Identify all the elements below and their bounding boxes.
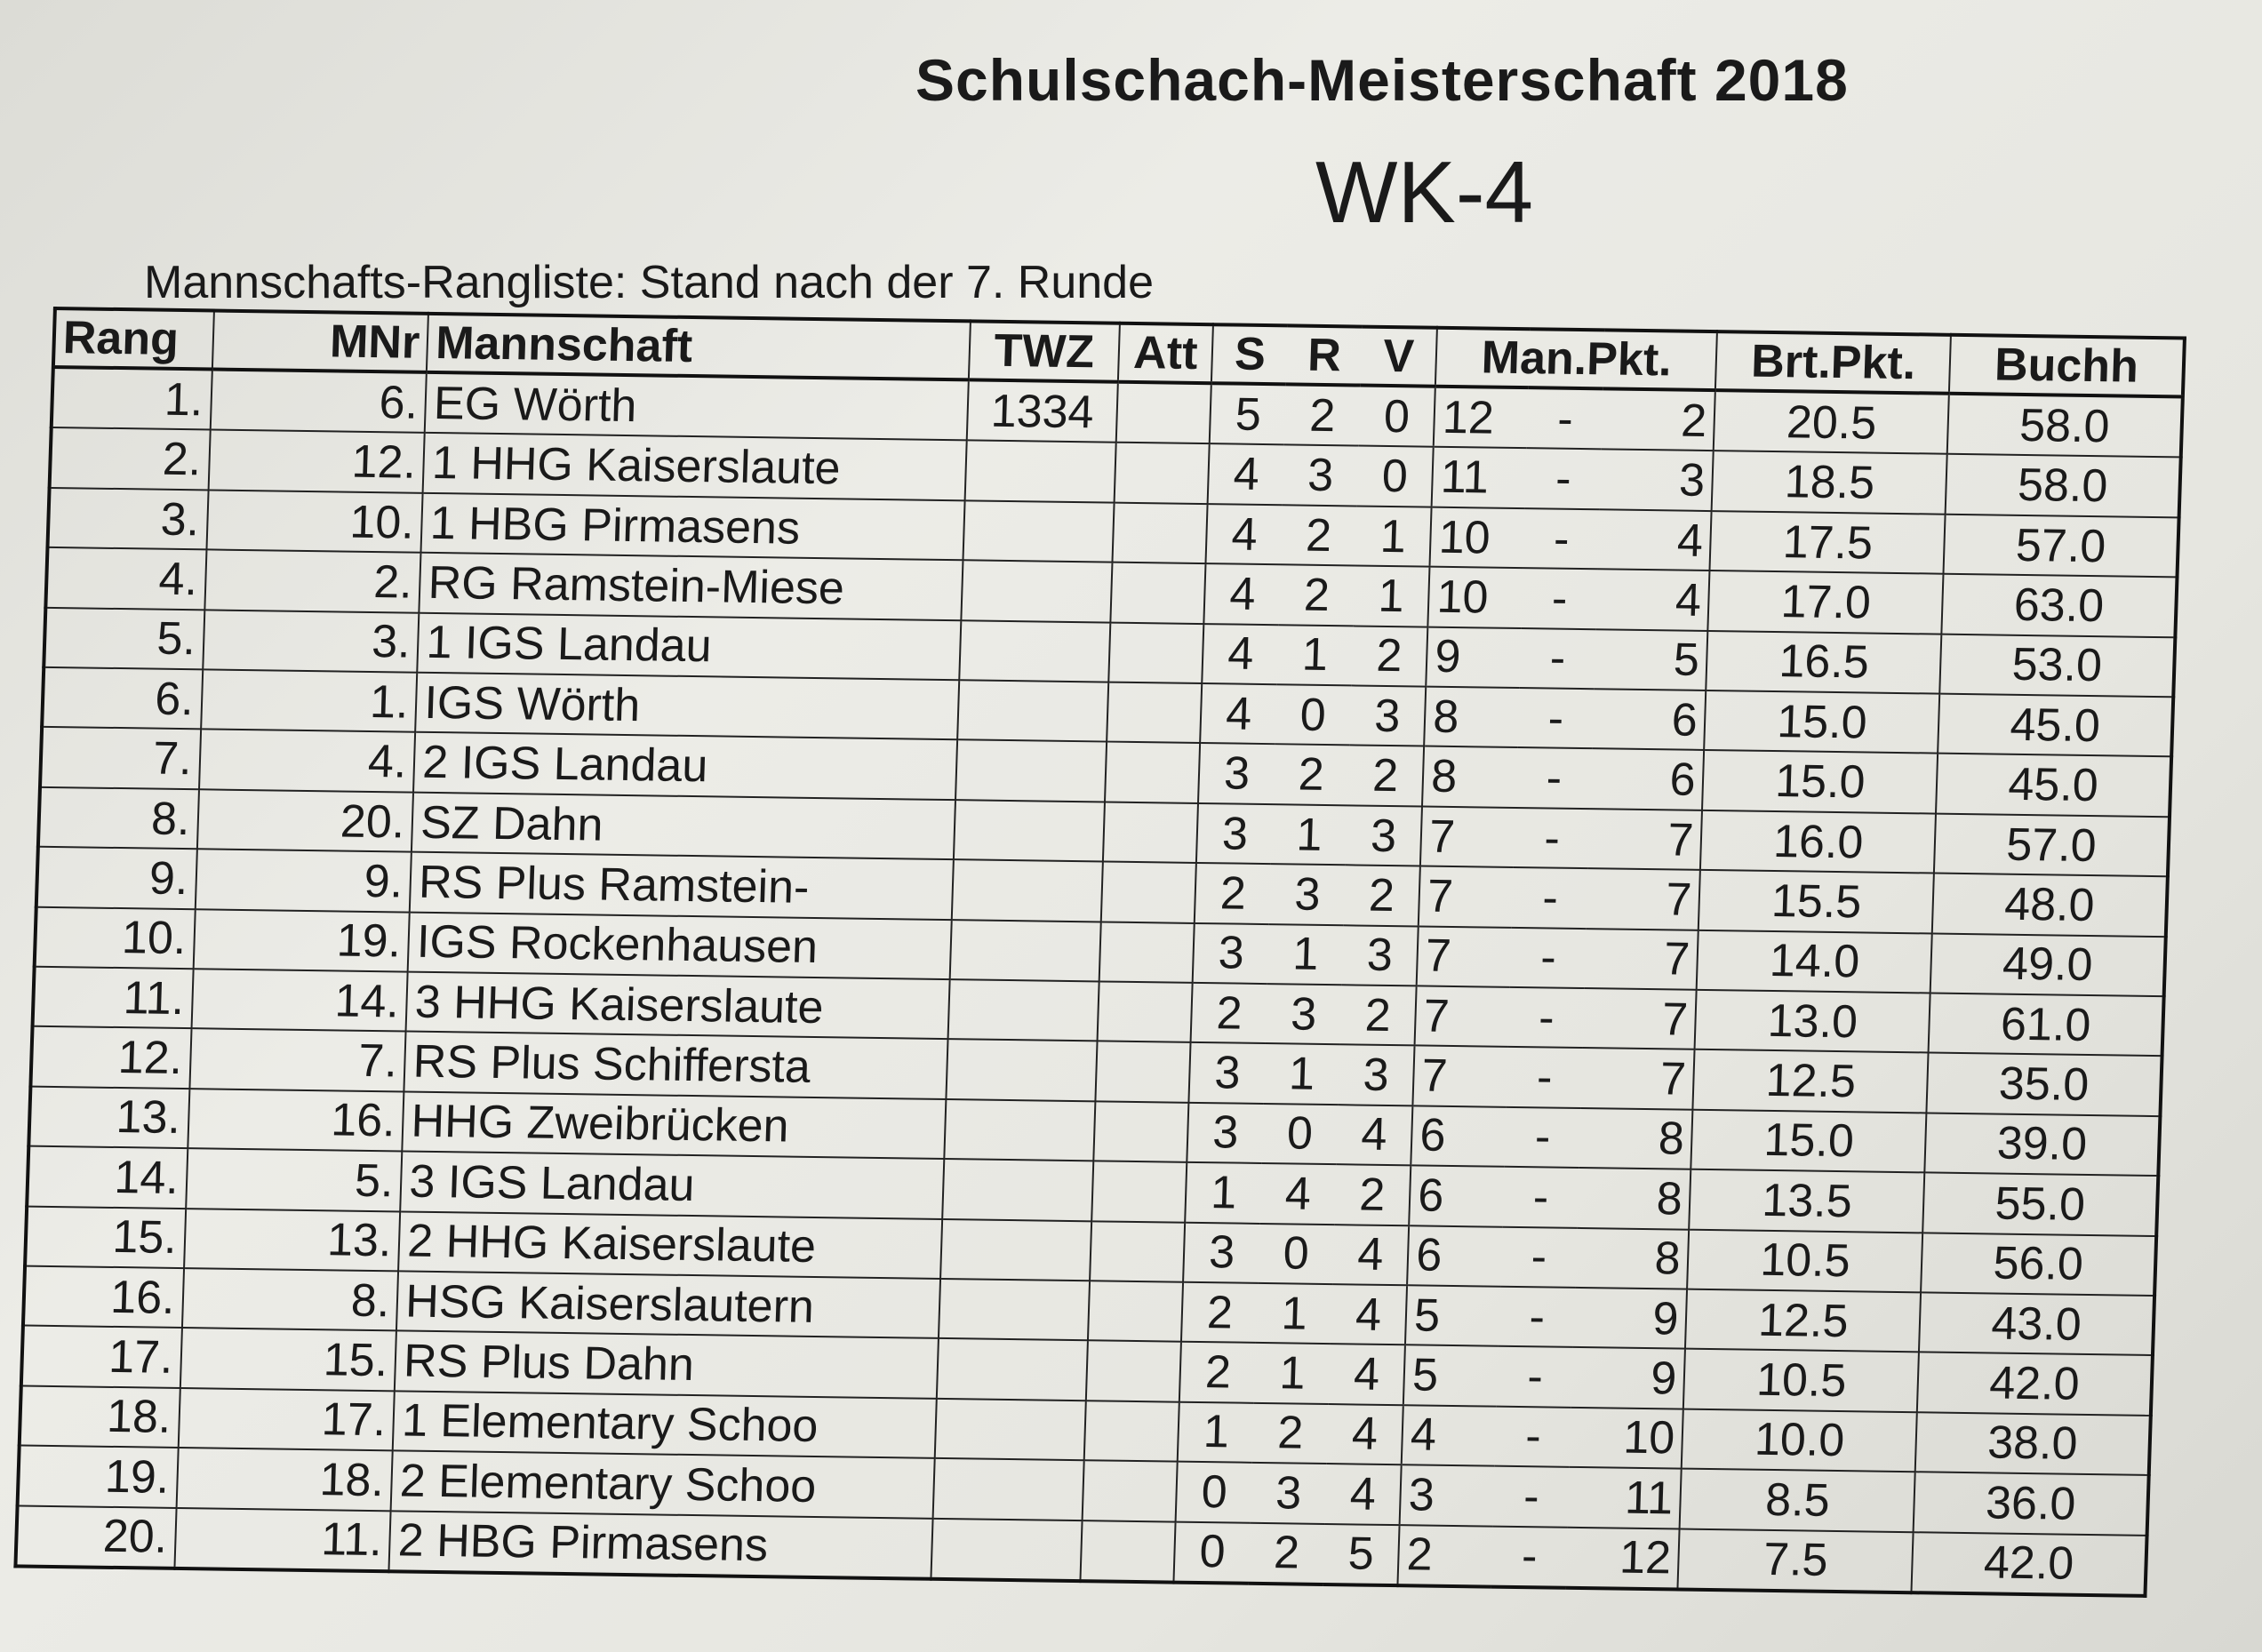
cell-s: 3 <box>1187 1103 1263 1164</box>
cell-mnr: 4. <box>199 730 416 793</box>
cell-r: 2 <box>1281 505 1357 566</box>
cell-s: 1 <box>1178 1401 1254 1463</box>
cell-mnr: 12. <box>208 430 425 493</box>
cell-mannschaft: RS Plus Schiffersta <box>404 1032 948 1099</box>
cell-brtpkt: 15.5 <box>1698 870 1934 933</box>
cell-v: 2 <box>1334 1164 1411 1225</box>
cell-manpkt-minus: 10 <box>1570 1408 1683 1469</box>
cell-rang: 17. <box>21 1326 182 1388</box>
cell-r: 1 <box>1267 924 1344 986</box>
cell-r: 2 <box>1249 1522 1325 1584</box>
cell-s: 3 <box>1188 1042 1265 1104</box>
cell-twz <box>932 1458 1083 1520</box>
cell-manpkt-plus: 6 <box>1407 1225 1502 1287</box>
cell-manpkt-minus: 4 <box>1596 570 1710 631</box>
cell-brtpkt: 10.0 <box>1682 1409 1917 1472</box>
cell-buchh: 35.0 <box>1927 1053 2162 1116</box>
cell-r: 1 <box>1256 1283 1332 1345</box>
table-caption: Mannschafts-Rangliste: Stand nach der 7. Runde <box>144 257 1155 308</box>
header-v: V <box>1361 327 1437 387</box>
cell-mannschaft: 2 IGS Landau <box>413 732 957 800</box>
cell-manpkt-minus: 6 <box>1590 749 1704 810</box>
cell-manpkt-plus: 6 <box>1409 1165 1504 1226</box>
cell-att <box>1101 862 1196 923</box>
cell-mnr: 13. <box>184 1209 401 1272</box>
cell-r: 0 <box>1261 1104 1338 1165</box>
cell-manpkt-plus: 3 <box>1400 1464 1495 1526</box>
cell-manpkt-minus: 6 <box>1592 689 1706 750</box>
cell-manpkt-plus: 10 <box>1430 507 1525 569</box>
cell-s: 4 <box>1208 444 1284 506</box>
cell-r: 1 <box>1276 625 1353 686</box>
cell-manpkt-plus: 7 <box>1415 986 1510 1047</box>
header-mnr: MNr <box>212 311 429 372</box>
cell-twz <box>955 740 1107 802</box>
cell-mnr: 1. <box>201 669 418 732</box>
cell-rang: 6. <box>42 667 203 730</box>
cell-manpkt-separator: - <box>1500 1226 1577 1288</box>
cell-buchh: 42.0 <box>1912 1532 2147 1596</box>
cell-r: 2 <box>1252 1403 1329 1464</box>
cell-s: 3 <box>1183 1222 1259 1283</box>
cell-manpkt-separator: - <box>1522 568 1598 629</box>
cell-rang: 1. <box>52 367 212 430</box>
cell-mannschaft: 3 IGS Landau <box>401 1152 945 1219</box>
cell-manpkt-plus: 5 <box>1403 1345 1499 1407</box>
cell-buchh: 36.0 <box>1914 1472 2149 1535</box>
cell-manpkt-separator: - <box>1497 1346 1573 1408</box>
cell-mannschaft: 2 HHG Kaiserslaute <box>398 1211 942 1279</box>
cell-v: 1 <box>1354 566 1430 627</box>
cell-buchh: 61.0 <box>1929 993 2164 1056</box>
cell-manpkt-minus: 7 <box>1583 988 1697 1049</box>
cell-v: 1 <box>1355 506 1432 567</box>
cell-r: 3 <box>1266 984 1342 1045</box>
cell-manpkt-plus: 7 <box>1413 1046 1508 1107</box>
cell-r: 1 <box>1254 1343 1331 1404</box>
cell-twz <box>940 1219 1091 1281</box>
cell-buchh: 63.0 <box>1942 574 2178 637</box>
cell-manpkt-separator: - <box>1527 387 1603 450</box>
cell-twz <box>939 1279 1090 1341</box>
cell-twz <box>942 1159 1093 1221</box>
cell-mannschaft: HHG Zweibrücken <box>403 1091 947 1159</box>
cell-att <box>1105 742 1200 803</box>
cell-mannschaft: 1 HBG Pirmasens <box>421 493 965 561</box>
cell-mnr: 17. <box>178 1388 395 1451</box>
cell-brtpkt: 13.0 <box>1695 990 1930 1053</box>
header-manpkt: Man.Pkt. <box>1435 328 1717 390</box>
cell-brtpkt: 12.5 <box>1693 1049 1929 1113</box>
cell-rang: 7. <box>40 727 201 789</box>
cell-manpkt-separator: - <box>1505 1107 1581 1169</box>
cell-mannschaft: 1 Elementary Schoo <box>393 1391 937 1458</box>
cell-twz: 1334 <box>967 379 1118 443</box>
cell-manpkt-separator: - <box>1512 867 1588 929</box>
cell-buchh: 53.0 <box>1939 634 2175 697</box>
document-subtitle: WK-4 <box>1315 143 1533 241</box>
cell-brtpkt: 17.5 <box>1710 511 1946 574</box>
cell-s: 3 <box>1193 923 1269 985</box>
cell-buchh: 57.0 <box>1944 515 2179 578</box>
cell-buchh: 57.0 <box>1934 813 2170 876</box>
cell-manpkt-separator: - <box>1514 808 1590 869</box>
cell-buchh: 58.0 <box>1947 394 2183 458</box>
cell-manpkt-plus: 10 <box>1428 567 1523 628</box>
cell-rang: 3. <box>47 488 208 550</box>
cell-att <box>1116 382 1211 444</box>
cell-rang: 19. <box>18 1446 179 1508</box>
cell-r: 2 <box>1278 565 1355 626</box>
cell-manpkt-plus: 4 <box>1402 1405 1497 1466</box>
cell-att <box>1097 981 1192 1042</box>
cell-rang: 18. <box>20 1385 180 1448</box>
cell-rang: 9. <box>36 847 197 909</box>
cell-twz <box>952 859 1103 922</box>
cell-s: 4 <box>1202 624 1278 685</box>
cell-manpkt-plus: 7 <box>1419 866 1514 928</box>
cell-att <box>1091 1161 1187 1222</box>
cell-brtpkt: 8.5 <box>1680 1469 1915 1532</box>
cell-brtpkt: 20.5 <box>1714 390 1949 454</box>
cell-rang: 11. <box>33 967 194 1029</box>
header-twz: TWZ <box>969 321 1120 381</box>
cell-manpkt-separator: - <box>1499 1287 1575 1348</box>
cell-s: 1 <box>1185 1162 1261 1224</box>
cell-mannschaft: 1 HHG Kaiserslaute <box>423 433 967 500</box>
cell-s: 2 <box>1181 1282 1258 1344</box>
cell-v: 2 <box>1351 626 1427 687</box>
cell-manpkt-minus: 8 <box>1579 1108 1693 1169</box>
cell-mannschaft: IGS Wörth <box>415 673 959 740</box>
cell-s: 3 <box>1198 743 1275 804</box>
cell-brtpkt: 12.5 <box>1685 1289 1921 1353</box>
header-r: R <box>1286 325 1363 385</box>
cell-mannschaft: 2 Elementary Schoo <box>391 1450 935 1518</box>
cell-mannschaft: 3 HHG Kaiserslaute <box>406 972 950 1040</box>
cell-v: 4 <box>1331 1284 1407 1345</box>
cell-mnr: 20. <box>197 789 414 852</box>
cell-mnr: 2. <box>204 550 421 613</box>
cell-buchh: 38.0 <box>1915 1412 2151 1475</box>
cell-s: 2 <box>1179 1342 1256 1403</box>
cell-mnr: 8. <box>182 1268 399 1331</box>
cell-r: 0 <box>1258 1223 1334 1284</box>
cell-twz <box>954 800 1105 862</box>
cell-manpkt-plus: 11 <box>1432 447 1527 508</box>
cell-rang: 16. <box>23 1265 184 1328</box>
cell-att <box>1110 563 1205 624</box>
header-s: S <box>1211 324 1288 384</box>
cell-manpkt-minus: 8 <box>1575 1227 1689 1289</box>
cell-manpkt-minus: 2 <box>1602 388 1715 451</box>
cell-att <box>1108 622 1203 683</box>
cell-manpkt-minus: 5 <box>1595 629 1708 690</box>
cell-mannschaft: 1 IGS Landau <box>418 612 962 680</box>
cell-rang: 15. <box>25 1206 186 1268</box>
cell-mnr: 7. <box>189 1029 406 1092</box>
cell-brtpkt: 15.0 <box>1691 1110 1927 1173</box>
cell-r: 3 <box>1251 1463 1327 1524</box>
cell-v: 5 <box>1323 1523 1400 1585</box>
cell-r: 0 <box>1275 684 1351 746</box>
cell-brtpkt: 18.5 <box>1712 451 1947 515</box>
cell-buchh: 48.0 <box>1932 874 2168 937</box>
header-buchh: Buchh <box>1949 335 2185 397</box>
cell-brtpkt: 16.0 <box>1700 810 1936 874</box>
cell-brtpkt: 13.5 <box>1690 1169 1925 1233</box>
cell-twz <box>944 1099 1095 1161</box>
cell-v: 2 <box>1340 985 1417 1046</box>
cell-mnr: 6. <box>210 369 427 433</box>
cell-twz <box>946 1039 1097 1101</box>
cell-brtpkt: 17.0 <box>1708 571 1944 634</box>
cell-manpkt-separator: - <box>1493 1466 1570 1528</box>
document-title: Schulschach-Meisterschaft 2018 <box>915 47 1849 113</box>
cell-att <box>1099 922 1195 983</box>
cell-manpkt-separator: - <box>1502 1167 1579 1228</box>
cell-manpkt-minus: 9 <box>1571 1347 1685 1409</box>
cell-manpkt-plus: 2 <box>1398 1525 1493 1587</box>
cell-rang: 10. <box>35 906 196 969</box>
cell-v: 0 <box>1359 386 1435 448</box>
cell-s: 0 <box>1176 1462 1252 1523</box>
cell-manpkt-minus: 4 <box>1598 509 1712 571</box>
cell-att <box>1080 1520 1175 1583</box>
cell-att <box>1107 682 1202 744</box>
cell-rang: 14. <box>27 1146 188 1209</box>
cell-v: 2 <box>1347 746 1424 807</box>
cell-buchh: 56.0 <box>1921 1233 2156 1296</box>
cell-att <box>1090 1221 1185 1282</box>
cell-manpkt-separator: - <box>1507 1047 1583 1108</box>
cell-v: 4 <box>1332 1225 1409 1286</box>
cell-r: 3 <box>1283 445 1359 507</box>
cell-att <box>1095 1041 1190 1103</box>
cell-twz <box>957 680 1108 742</box>
cell-twz <box>935 1399 1086 1461</box>
cell-buchh: 45.0 <box>1938 694 2173 757</box>
cell-s: 4 <box>1206 504 1283 565</box>
cell-manpkt-separator: - <box>1517 688 1594 749</box>
cell-v: 0 <box>1357 446 1434 507</box>
cell-manpkt-minus: 11 <box>1568 1467 1682 1528</box>
cell-buchh: 39.0 <box>1924 1113 2160 1176</box>
header-brtpkt: Brt.Pkt. <box>1715 331 1951 394</box>
cell-r: 1 <box>1271 804 1347 866</box>
cell-att <box>1083 1460 1178 1521</box>
cell-v: 2 <box>1344 866 1420 927</box>
cell-mnr: 9. <box>195 849 412 912</box>
cell-twz <box>961 561 1112 623</box>
cell-manpkt-separator: - <box>1523 508 1600 570</box>
cell-s: 5 <box>1210 383 1286 445</box>
cell-r: 4 <box>1259 1163 1336 1225</box>
cell-r: 3 <box>1269 864 1346 925</box>
cell-brtpkt: 7.5 <box>1678 1528 1914 1592</box>
cell-buchh: 49.0 <box>1930 933 2166 996</box>
cell-v: 4 <box>1329 1344 1405 1405</box>
cell-twz <box>931 1518 1082 1581</box>
ranking-table <box>13 307 2186 1598</box>
cell-mnr: 18. <box>176 1448 393 1511</box>
cell-manpkt-separator: - <box>1510 928 1587 989</box>
cell-rang: 2. <box>50 427 211 490</box>
cell-mannschaft: EG Wörth <box>425 372 969 441</box>
cell-att <box>1103 802 1198 863</box>
cell-att <box>1084 1401 1179 1462</box>
cell-att <box>1115 443 1210 504</box>
cell-s: 0 <box>1173 1521 1250 1584</box>
cell-mnr: 5. <box>186 1148 403 1211</box>
cell-manpkt-separator: - <box>1491 1526 1568 1588</box>
cell-manpkt-separator: - <box>1495 1406 1571 1467</box>
cell-rang: 4. <box>45 547 206 610</box>
cell-mannschaft: 2 HBG Pirmasens <box>389 1511 933 1579</box>
cell-v: 3 <box>1342 925 1419 986</box>
cell-buchh: 43.0 <box>1919 1292 2154 1355</box>
cell-manpkt-plus: 7 <box>1417 926 1512 987</box>
cell-mannschaft: IGS Rockenhausen <box>408 912 952 979</box>
cell-buchh: 42.0 <box>1917 1353 2153 1416</box>
cell-mannschaft: RG Ramstein-Miese <box>420 553 963 620</box>
cell-brtpkt: 14.0 <box>1697 930 1932 993</box>
cell-manpkt-plus: 8 <box>1424 687 1519 748</box>
cell-rang: 8. <box>38 787 199 850</box>
cell-rang: 20. <box>15 1505 176 1568</box>
cell-v: 4 <box>1327 1404 1403 1465</box>
cell-mnr: 10. <box>206 490 423 553</box>
cell-brtpkt: 15.0 <box>1705 690 1940 754</box>
cell-manpkt-minus: 9 <box>1573 1288 1687 1349</box>
table-body <box>15 367 2182 1596</box>
cell-mnr: 15. <box>180 1328 396 1391</box>
cell-v: 4 <box>1336 1105 1412 1166</box>
cell-s: 2 <box>1195 863 1271 924</box>
header-mannschaft: Mannschaft <box>427 314 971 379</box>
cell-twz <box>963 500 1114 563</box>
cell-manpkt-separator: - <box>1520 628 1596 690</box>
ranking-table-wrapper <box>13 307 2186 1598</box>
cell-manpkt-plus: 9 <box>1426 626 1521 688</box>
cell-manpkt-minus: 7 <box>1587 868 1700 930</box>
cell-mnr: 11. <box>174 1507 391 1571</box>
cell-twz <box>959 620 1110 682</box>
cell-mannschaft: RS Plus Dahn <box>395 1331 939 1399</box>
cell-r: 2 <box>1273 745 1349 806</box>
cell-s: 2 <box>1191 983 1267 1044</box>
cell-mnr: 14. <box>191 969 408 1032</box>
cell-brtpkt: 10.5 <box>1688 1229 1923 1292</box>
cell-manpkt-plus: 8 <box>1422 746 1517 808</box>
cell-v: 3 <box>1349 685 1426 746</box>
cell-mannschaft: HSG Kaiserslautern <box>396 1271 940 1338</box>
cell-manpkt-minus: 8 <box>1578 1168 1691 1229</box>
cell-rang: 5. <box>44 608 204 670</box>
cell-mnr: 16. <box>188 1089 404 1152</box>
cell-manpkt-plus: 7 <box>1420 806 1515 867</box>
cell-rang: 13. <box>28 1086 189 1148</box>
cell-brtpkt: 10.5 <box>1683 1349 1919 1412</box>
header-rang: Rang <box>53 308 214 369</box>
cell-manpkt-minus: 7 <box>1581 1048 1695 1109</box>
cell-att <box>1086 1341 1181 1402</box>
cell-v: 4 <box>1325 1464 1402 1525</box>
cell-mannschaft: SZ Dahn <box>412 792 955 859</box>
cell-rang: 12. <box>30 1026 191 1089</box>
cell-manpkt-minus: 3 <box>1600 450 1714 511</box>
cell-manpkt-plus: 6 <box>1411 1105 1507 1167</box>
header-att: Att <box>1118 323 1213 383</box>
cell-s: 3 <box>1196 803 1273 865</box>
cell-manpkt-minus: 12 <box>1566 1527 1680 1589</box>
cell-buchh: 58.0 <box>1946 454 2181 517</box>
cell-att <box>1112 503 1207 564</box>
cell-v: 3 <box>1339 1045 1415 1106</box>
cell-manpkt-separator: - <box>1515 747 1592 809</box>
cell-buchh: 55.0 <box>1922 1173 2158 1236</box>
cell-att <box>1093 1101 1188 1162</box>
cell-s: 4 <box>1203 563 1280 625</box>
cell-brtpkt: 16.5 <box>1706 631 1942 694</box>
cell-s: 4 <box>1200 683 1276 745</box>
cell-manpkt-separator: - <box>1508 987 1585 1049</box>
cell-manpkt-plus: 12 <box>1434 387 1529 449</box>
cell-twz <box>949 920 1100 982</box>
cell-mnr: 3. <box>203 610 420 673</box>
cell-mnr: 19. <box>193 909 410 972</box>
cell-r: 1 <box>1264 1043 1340 1105</box>
cell-twz <box>947 979 1099 1041</box>
cell-manpkt-minus: 7 <box>1585 929 1698 990</box>
cell-v: 3 <box>1346 805 1422 866</box>
cell-r: 2 <box>1284 384 1361 446</box>
cell-manpkt-separator: - <box>1525 449 1602 510</box>
cell-manpkt-minus: 7 <box>1588 809 1702 870</box>
cell-att <box>1088 1281 1183 1342</box>
cell-twz <box>937 1338 1088 1401</box>
cell-mannschaft: RS Plus Ramstein- <box>410 852 954 920</box>
cell-buchh: 45.0 <box>1936 754 2171 817</box>
cell-manpkt-plus: 5 <box>1405 1285 1500 1346</box>
cell-twz <box>964 441 1115 503</box>
cell-brtpkt: 15.0 <box>1702 750 1938 813</box>
